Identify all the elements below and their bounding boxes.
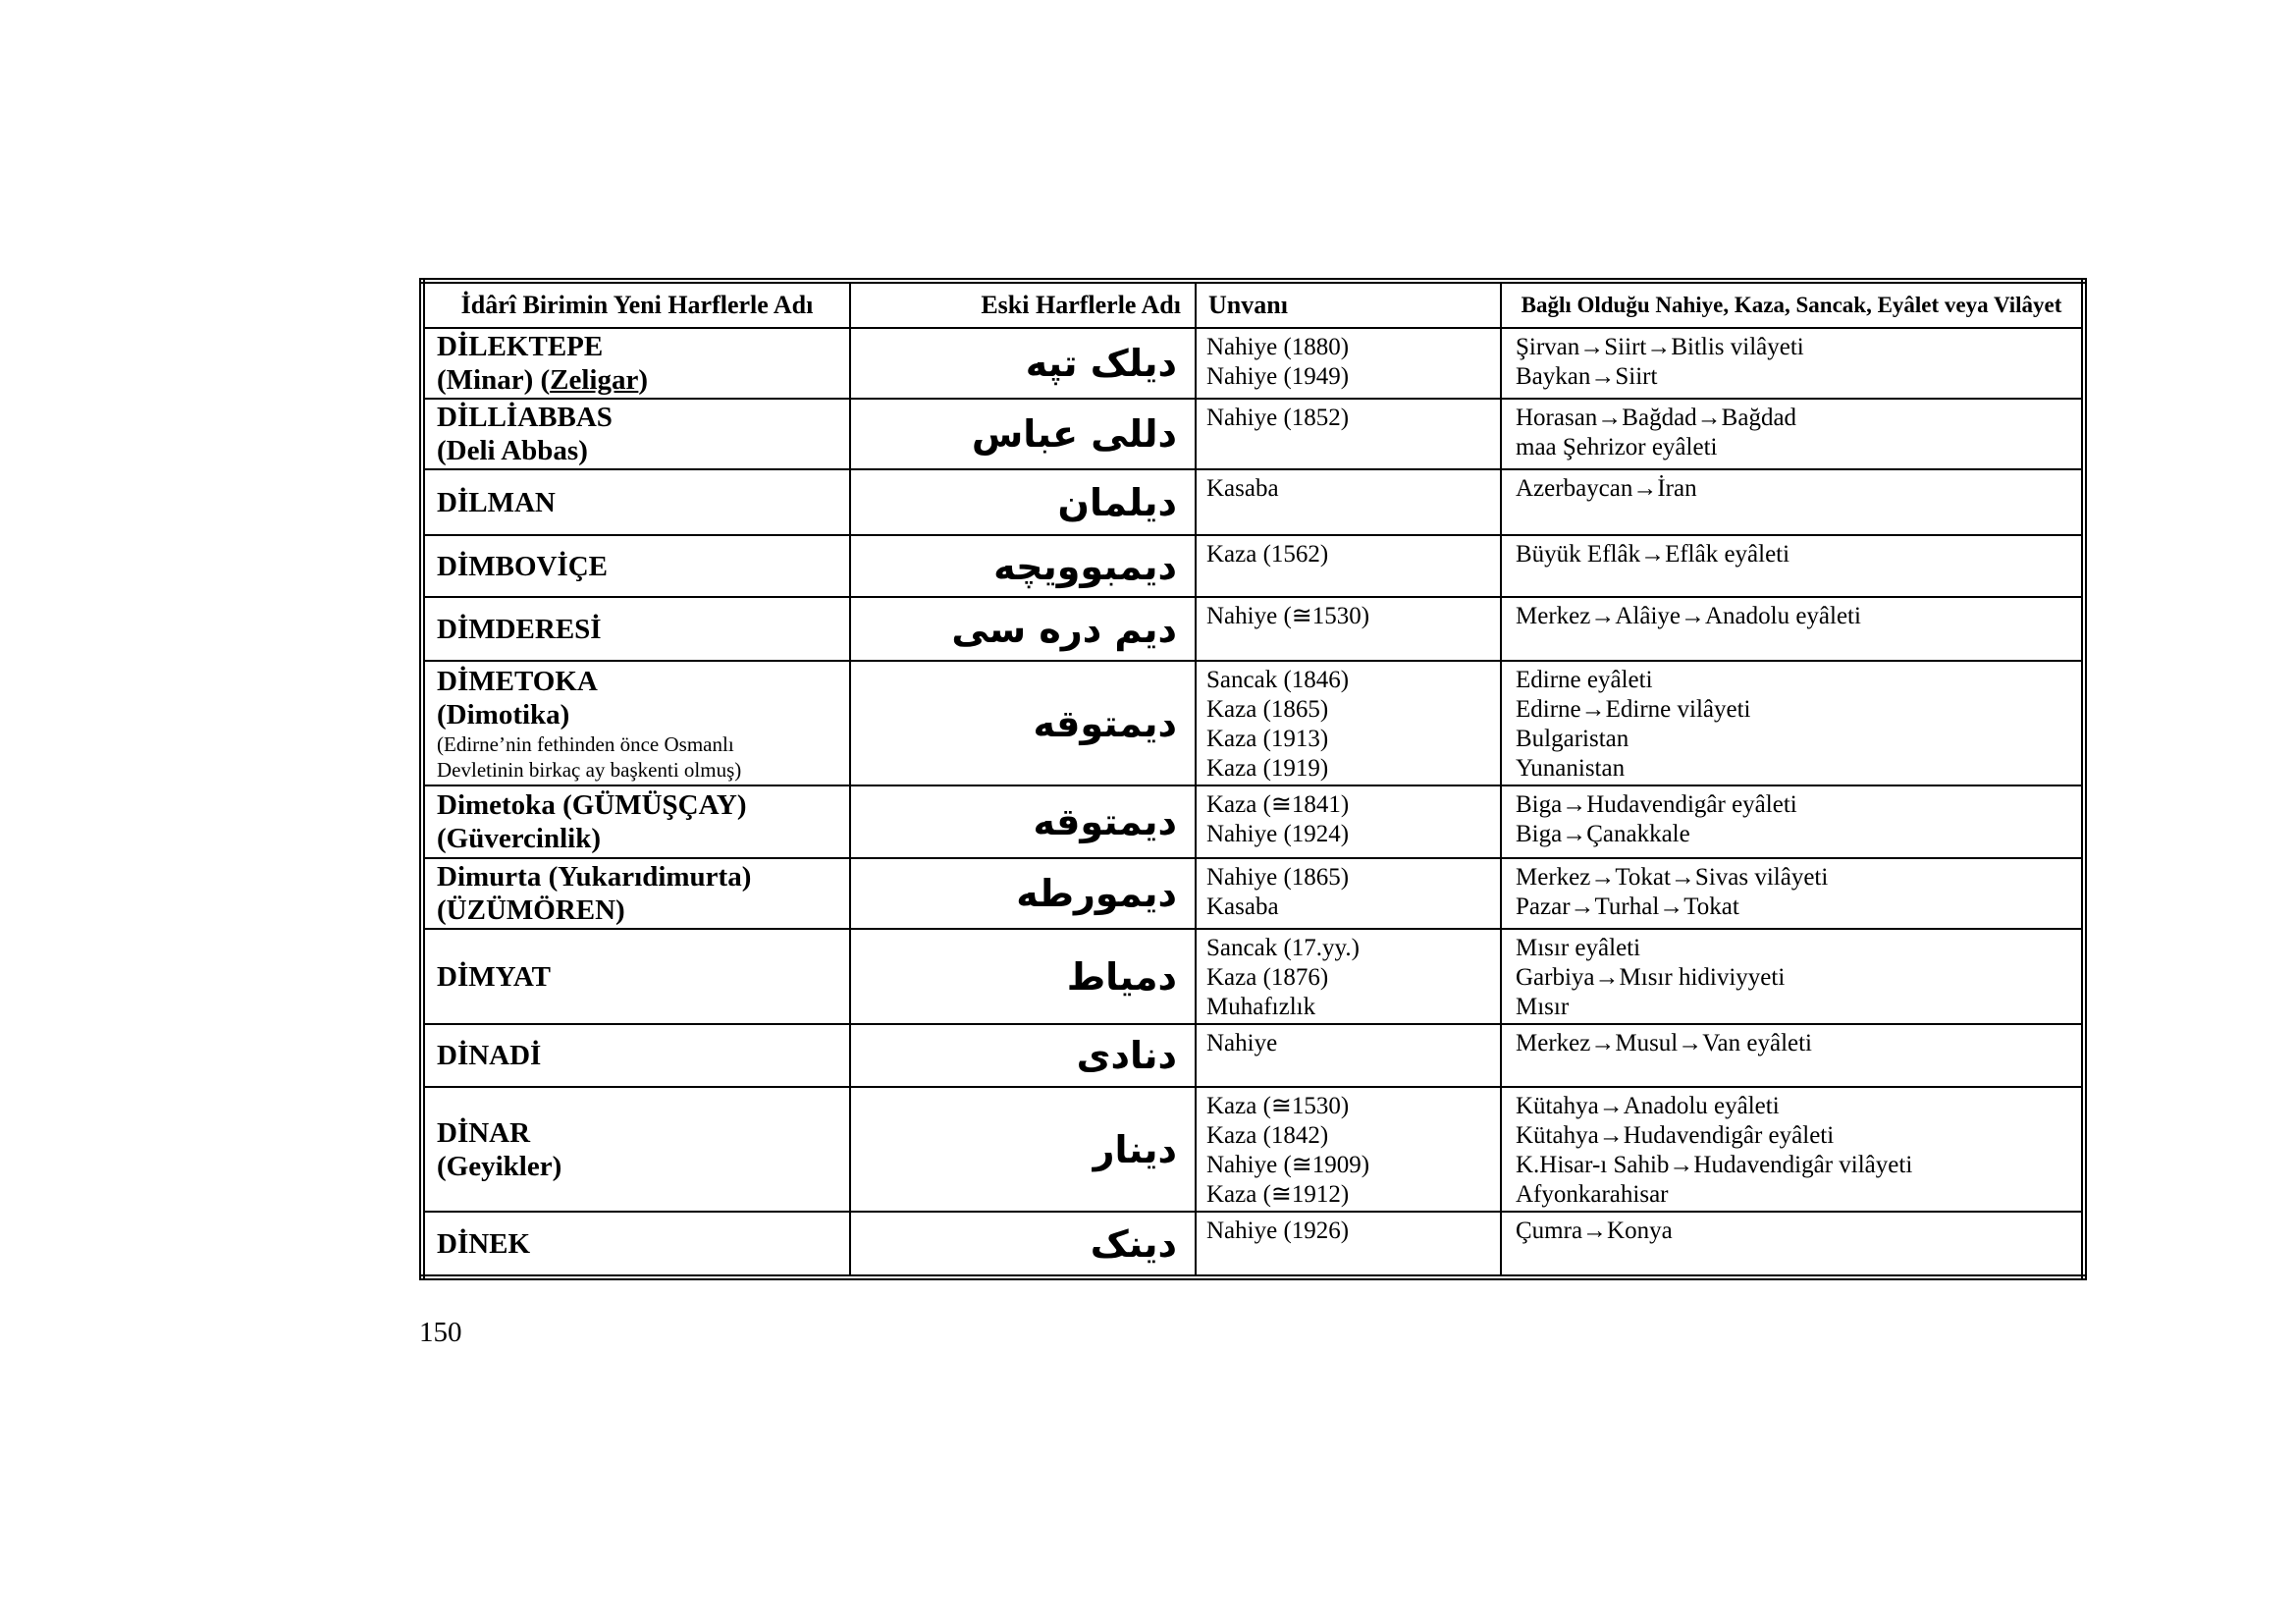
- affiliation-cell: Merkez→Alâiye→Anadolu eyâleti: [1501, 597, 2084, 661]
- new-name-cell: DİMDERESİ: [422, 597, 850, 661]
- title-cell: Sancak (17.yy.) Kaza (1876) Muhafızlık: [1196, 929, 1501, 1024]
- affiliation-cell: Mısır eyâleti Garbiya→Mısır hidiviyyeti Mısır: [1501, 929, 2084, 1024]
- ottoman-script-cell: ديمبوويچه: [850, 535, 1196, 597]
- table-row: [422, 785, 2084, 858]
- new-name-cell: Dimurta (Yukarıdimurta) (ÜZÜMÖREN): [422, 858, 850, 929]
- table-row: [422, 399, 2084, 469]
- ottoman-script-cell: دللى عباس: [850, 399, 1196, 469]
- affiliation-cell: Şirvan→Siirt→Bitlis vilâyeti Baykan→Siirt: [1501, 328, 2084, 399]
- affiliation-cell: Horasan→Bağdad→Bağdad maa Şehrizor eyâleti: [1501, 399, 2084, 469]
- header-new-name: İdârî Birimin Yeni Harflerle Adı: [422, 281, 850, 328]
- ottoman-script-cell: ديمورطه: [850, 858, 1196, 929]
- affiliation-cell: Azerbaycan→İran: [1501, 469, 2084, 535]
- affiliation-cell: Kütahya→Anadolu eyâleti Kütahya→Hudavendigâr eyâleti K.Hisar-ı Sahib→Hudavendigâr vilâyeti Afyonkarahisar: [1501, 1087, 2084, 1212]
- table-row: [422, 1087, 2084, 1212]
- title-cell: Nahiye (1926): [1196, 1212, 1501, 1277]
- title-cell: Nahiye: [1196, 1024, 1501, 1087]
- table-row: [422, 328, 2084, 399]
- ottoman-script-cell: ديلمان: [850, 469, 1196, 535]
- new-name-cell: DİMETOKA (Dimotika) (Edirne’nin fethinden önce Osmanlı Devletinin birkaç ay başkenti olmuş): [422, 661, 850, 785]
- ottoman-script-cell: دنادى: [850, 1024, 1196, 1087]
- page-number: 150: [419, 1317, 462, 1348]
- title-cell: Nahiye (1865) Kasaba: [1196, 858, 1501, 929]
- title-cell: Sancak (1846) Kaza (1865) Kaza (1913) Kaza (1919): [1196, 661, 1501, 785]
- table-row: [422, 858, 2084, 929]
- new-name-cell: DİLEKTEPE (Minar) (Zeligar): [422, 328, 850, 399]
- title-cell: Nahiye (≅1530): [1196, 597, 1501, 661]
- title-cell: Kaza (≅1530) Kaza (1842) Nahiye (≅1909) Kaza (≅1912): [1196, 1087, 1501, 1212]
- ottoman-script-cell: ديلک تپه: [850, 328, 1196, 399]
- ottoman-script-cell: دينک: [850, 1212, 1196, 1277]
- new-name-cell: DİLMAN: [422, 469, 850, 535]
- new-name-cell: DİMYAT: [422, 929, 850, 1024]
- table-row: [422, 1024, 2084, 1087]
- placenames-table: [419, 278, 2087, 1280]
- header-affiliation: Bağlı Olduğu Nahiye, Kaza, Sancak, Eyâlet veya Vilâyet: [1501, 281, 2084, 328]
- table-row: [422, 1212, 2084, 1277]
- ottoman-script-cell: ديمتوقه: [850, 661, 1196, 785]
- title-cell: Nahiye (1880) Nahiye (1949): [1196, 328, 1501, 399]
- affiliation-cell: Merkez→Musul→Van eyâleti: [1501, 1024, 2084, 1087]
- ottoman-script-cell: دينار: [850, 1087, 1196, 1212]
- ottoman-script-cell: دمياط: [850, 929, 1196, 1024]
- affiliation-cell: Çumra→Konya: [1501, 1212, 2084, 1277]
- affiliation-cell: Merkez→Tokat→Sivas vilâyeti Pazar→Turhal→Tokat: [1501, 858, 2084, 929]
- table-body: [422, 328, 2084, 1277]
- new-name-cell: Dimetoka (GÜMÜŞÇAY) (Güvercinlik): [422, 785, 850, 858]
- new-name-cell: DİLLİABBAS (Deli Abbas): [422, 399, 850, 469]
- header-title: Unvanı: [1196, 281, 1501, 328]
- ottoman-script-cell: ديم دره سى: [850, 597, 1196, 661]
- header-row: [422, 281, 2084, 328]
- new-name-cell: DİMBOVİÇE: [422, 535, 850, 597]
- affiliation-cell: Biga→Hudavendigâr eyâleti Biga→Çanakkale: [1501, 785, 2084, 858]
- table-header: [422, 281, 2084, 328]
- affiliation-cell: Büyük Eflâk→Eflâk eyâleti: [1501, 535, 2084, 597]
- title-cell: Kasaba: [1196, 469, 1501, 535]
- table-row: [422, 661, 2084, 785]
- affiliation-cell: Edirne eyâleti Edirne→Edirne vilâyeti Bulgaristan Yunanistan: [1501, 661, 2084, 785]
- table-row: [422, 535, 2084, 597]
- table-row: [422, 469, 2084, 535]
- title-cell: Nahiye (1852): [1196, 399, 1501, 469]
- title-cell: Kaza (≅1841) Nahiye (1924): [1196, 785, 1501, 858]
- ottoman-script-cell: ديمتوقه: [850, 785, 1196, 858]
- header-old-script-name: Eski Harflerle Adı: [850, 281, 1196, 328]
- title-cell: Kaza (1562): [1196, 535, 1501, 597]
- new-name-cell: DİNAR (Geyikler): [422, 1087, 850, 1212]
- table-row: [422, 929, 2084, 1024]
- new-name-cell: DİNADİ: [422, 1024, 850, 1087]
- new-name-cell: DİNEK: [422, 1212, 850, 1277]
- table-row: [422, 597, 2084, 661]
